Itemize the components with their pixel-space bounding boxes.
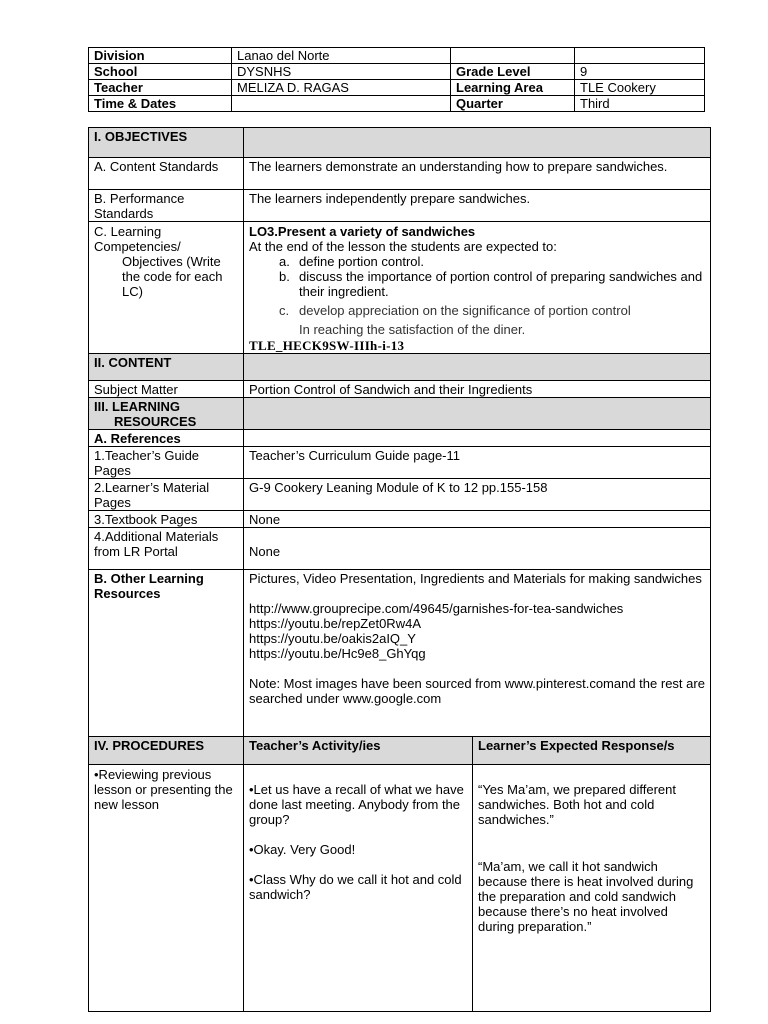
textbook-value: None bbox=[244, 511, 711, 528]
teachers-guide-value: Teacher’s Curriculum Guide page-11 bbox=[244, 447, 711, 479]
performance-standards-row bbox=[89, 190, 711, 222]
procedures-heading: IV. PROCEDURES bbox=[89, 737, 244, 765]
teachers-guide-label: 1.Teacher’s Guide Pages bbox=[89, 447, 244, 479]
subject-matter-row bbox=[89, 381, 711, 398]
header-row-teacher bbox=[89, 80, 705, 96]
procedure-row bbox=[89, 765, 711, 1012]
lc-label-line-1: C. Learning Competencies/ bbox=[94, 224, 181, 254]
subject-matter-value: Portion Control of Sandwich and their Ingredients bbox=[244, 381, 711, 398]
textbook-label: 3.Textbook Pages bbox=[89, 511, 244, 528]
content-standards-label: A. Content Standards bbox=[89, 158, 244, 190]
learners-material-row bbox=[89, 479, 711, 511]
learning-resources-heading-cell bbox=[89, 398, 244, 430]
objectives-heading-row bbox=[89, 128, 711, 158]
additional-materials-row bbox=[89, 528, 711, 570]
learner-response-cell bbox=[473, 765, 711, 1012]
division-label: Division bbox=[89, 48, 232, 64]
grade-level-value: 9 bbox=[575, 64, 705, 80]
time-dates-label: Time & Dates bbox=[89, 96, 232, 112]
content-standards-row bbox=[89, 158, 711, 190]
teacher-activity-cell bbox=[244, 765, 473, 1012]
learning-area-value: TLE Cookery bbox=[575, 80, 705, 96]
resource-link[interactable]: https://youtu.be/repZet0Rw4A bbox=[249, 616, 421, 631]
references-blank bbox=[244, 430, 711, 447]
subject-matter-label: Subject Matter bbox=[89, 381, 244, 398]
learners-material-value: G-9 Cookery Leaning Module of K to 12 pp.155-158 bbox=[244, 479, 711, 511]
header-row-school bbox=[89, 64, 705, 80]
teachers-guide-row bbox=[89, 447, 711, 479]
quarter-value: Third bbox=[575, 96, 705, 112]
objectives-heading: I. OBJECTIVES bbox=[89, 128, 244, 158]
quarter-label: Quarter bbox=[451, 96, 575, 112]
learner-response-item: “Yes Ma’am, we prepared different sandwiches. Both hot and cold sandwiches.” bbox=[478, 782, 676, 827]
learning-resources-heading-2: RESOURCES bbox=[114, 414, 197, 429]
other-resources-text: Pictures, Video Presentation, Ingredients and Materials for making sandwiches bbox=[249, 571, 702, 586]
lc-objectives-list bbox=[249, 254, 705, 337]
lc-item-continued: In reaching the satisfaction of the diner. bbox=[299, 322, 526, 337]
procedures-heading-row bbox=[89, 737, 711, 765]
lc-item: a. define portion control. bbox=[279, 254, 425, 269]
resource-link[interactable]: https://youtu.be/oakis2aIQ_Y bbox=[249, 631, 416, 646]
learner-response-item: “Ma’am, we call it hot sandwich because there is heat involved during the preparation and cold sandwich because there’s no heat involved during preparation.” bbox=[478, 859, 694, 934]
header-row-time bbox=[89, 96, 705, 112]
other-resources-value-cell bbox=[244, 570, 711, 737]
content-heading: II. CONTENT bbox=[89, 354, 244, 381]
performance-standards-value: The learners independently prepare sandwiches. bbox=[244, 190, 711, 222]
teacher-activity-heading: Teacher’s Activity/ies bbox=[244, 737, 473, 765]
school-value: DYSNHS bbox=[232, 64, 451, 80]
references-label: A. References bbox=[89, 430, 244, 447]
teacher-activity-item: •Class Why do we call it hot and cold sandwich? bbox=[249, 872, 462, 902]
lc-item: b. discuss the importance of portion control of preparing sandwiches and their ingredient. bbox=[279, 269, 703, 299]
additional-materials-label: 4.Additional Materials from LR Portal bbox=[89, 528, 244, 570]
lc-title: LO3.Present a variety of sandwiches bbox=[249, 224, 476, 239]
lc-label-line-2: Objectives (Write the code for each LC) bbox=[122, 254, 223, 299]
teacher-value: MELIZA D. RAGAS bbox=[232, 80, 451, 96]
lesson-plan-table bbox=[88, 127, 711, 1012]
header-row-division bbox=[89, 48, 705, 64]
performance-standards-label: B. Performance Standards bbox=[89, 190, 244, 222]
lc-code: TLE_HECK9SW-IIIh-i-13 bbox=[249, 338, 405, 353]
objectives-heading-blank bbox=[244, 128, 711, 158]
textbook-row bbox=[89, 511, 711, 528]
content-heading-row bbox=[89, 354, 711, 381]
content-standards-value: The learners demonstrate an understanding how to prepare sandwiches. bbox=[244, 158, 711, 190]
division-value: Lanao del Norte bbox=[232, 48, 451, 64]
learning-resources-heading-1: III. LEARNING bbox=[94, 399, 180, 414]
learning-resources-heading-blank bbox=[244, 398, 711, 430]
teacher-activity-item: •Okay. Very Good! bbox=[249, 842, 356, 857]
grade-level-label: Grade Level bbox=[451, 64, 575, 80]
resource-link[interactable]: https://youtu.be/Hc9e8_GhYqg bbox=[249, 646, 426, 661]
time-dates-value bbox=[232, 96, 451, 112]
learning-resources-heading-row bbox=[89, 398, 711, 430]
empty-value bbox=[575, 48, 705, 64]
header-info-table bbox=[88, 47, 705, 112]
other-resources-row bbox=[89, 570, 711, 737]
learner-response-heading: Learner’s Expected Response/s bbox=[473, 737, 711, 765]
content-heading-blank bbox=[244, 354, 711, 381]
teacher-activity-item: •Let us have a recall of what we have done last meeting. Anybody from the group? bbox=[249, 782, 464, 827]
learning-competencies-row bbox=[89, 222, 711, 354]
additional-materials-value: None bbox=[244, 528, 711, 570]
sources-note: Note: Most images have been sourced from www.pinterest.comand the rest are searched under www.google.com bbox=[249, 676, 705, 706]
resource-link[interactable]: http://www.grouprecipe.com/49645/garnishes-for-tea-sandwiches bbox=[249, 601, 624, 616]
teacher-label: Teacher bbox=[89, 80, 232, 96]
learning-competencies-label-cell bbox=[89, 222, 244, 354]
school-label: School bbox=[89, 64, 232, 80]
empty-label bbox=[451, 48, 575, 64]
learning-competencies-value-cell bbox=[244, 222, 711, 354]
procedure-step-label: •Reviewing previous lesson or presenting the new lesson bbox=[89, 765, 244, 1012]
lc-item: c. develop appreciation on the significance of portion control bbox=[279, 303, 631, 318]
learners-material-label: 2.Learner’s Material Pages bbox=[89, 479, 244, 511]
lc-intro: At the end of the lesson the students are expected to: bbox=[249, 239, 557, 254]
other-resources-label: B. Other Learning Resources bbox=[89, 570, 244, 737]
learning-area-label: Learning Area bbox=[451, 80, 575, 96]
references-row bbox=[89, 430, 711, 447]
